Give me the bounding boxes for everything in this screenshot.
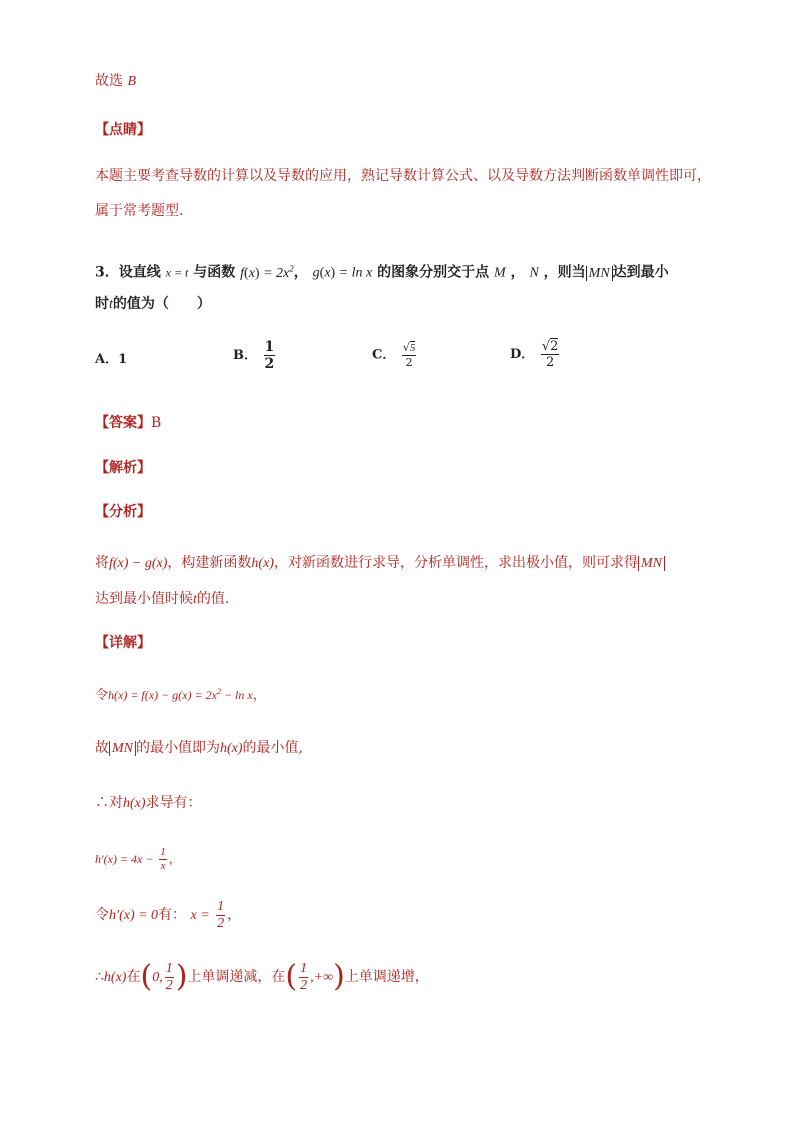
xiangjie-heading: 【详解】 bbox=[95, 635, 151, 651]
xj-l3-text-2: 求导有： bbox=[145, 795, 202, 811]
fenxi-hx: h(x) bbox=[251, 556, 274, 571]
conclusion-line bbox=[95, 71, 136, 92]
q3-abs-mn: MN bbox=[586, 266, 613, 281]
option-c-fraction: $\frac{√5}{2}$ bbox=[402, 341, 416, 369]
xj-l6-interval-1-close: ) bbox=[175, 959, 188, 994]
xj-l6-interval-1-fraction: $\frac{1}{2}$ bbox=[165, 960, 173, 993]
xiangjie-line-1 bbox=[95, 682, 266, 706]
xj-l3-hx: h(x) bbox=[123, 796, 146, 811]
option-b-label: B． bbox=[233, 348, 257, 363]
q3-text-3: 的图象分别交于点 bbox=[377, 264, 490, 281]
xj-l2-text-2: 的最小值即为 bbox=[136, 740, 220, 756]
xj-l6-text-2: 上单调递减，在 bbox=[187, 969, 286, 985]
xj-l4-fraction: $\frac{1}{x}$ bbox=[160, 846, 166, 872]
option-c[interactable] bbox=[372, 342, 418, 368]
q3-g-def: g(x) = ln x bbox=[312, 265, 373, 281]
answer-value: B bbox=[151, 415, 162, 431]
fenxi-t-var: t bbox=[193, 592, 197, 607]
q3-f-def: $f(x) = 2x^2$ bbox=[240, 263, 294, 281]
xj-l6-interval-1-open: ( bbox=[140, 959, 153, 994]
conclusion-letter: B bbox=[127, 74, 137, 89]
answer-heading: 【答案】 bbox=[95, 415, 151, 431]
conclusion-text: 故选 bbox=[95, 73, 123, 89]
fenxi-expr: f(x) − g(x) bbox=[109, 556, 168, 571]
xj-l5-expr: h′(x) = 0 bbox=[109, 908, 159, 923]
answer-line bbox=[95, 413, 161, 433]
xj-l2-abs-mn: MN bbox=[109, 741, 136, 756]
dianjing-line-1: 本题主要考查导数的计算以及导数的应用，熟记导数计算公式、以及导数方法判断函数单调性即可， bbox=[95, 168, 711, 184]
option-b-fraction: $\frac{1}{2}$ bbox=[264, 339, 275, 372]
q3-text-1: 设直线 bbox=[118, 264, 161, 281]
option-c-label: C． bbox=[372, 347, 396, 363]
q3-point-n: N bbox=[529, 265, 539, 281]
xiangjie-line-4 bbox=[95, 842, 181, 876]
xj-l1-comma: ， bbox=[252, 688, 266, 703]
xj-l5-text-1: 令 bbox=[95, 907, 109, 923]
xj-l6-interval-2-close: ) bbox=[333, 959, 345, 994]
xiangjie-line-2 bbox=[95, 738, 303, 759]
xj-l5-text-2: 有： bbox=[158, 907, 187, 923]
question-3-line-2 bbox=[95, 294, 211, 315]
fenxi-line-2 bbox=[95, 589, 229, 610]
xj-l3-text-1: ∴对 bbox=[95, 795, 123, 811]
option-b[interactable] bbox=[233, 340, 277, 371]
fenxi-line-1 bbox=[95, 553, 665, 574]
question-number: 3． bbox=[95, 264, 119, 281]
q3-point-m: M bbox=[494, 265, 506, 281]
option-a-label: A． bbox=[95, 352, 119, 367]
xj-l4-comma: ， bbox=[168, 852, 181, 866]
xiangjie-line-6 bbox=[95, 955, 429, 999]
option-d[interactable] bbox=[510, 340, 561, 369]
fenxi-text-1: 将 bbox=[95, 555, 109, 571]
dianjing-line-2: 属于常考题型. bbox=[95, 203, 184, 219]
xj-l5-comma: ， bbox=[227, 907, 242, 923]
xj-l6-text-3: 上单调递增， bbox=[344, 969, 429, 985]
q3-text-5: 达到最小 bbox=[612, 264, 669, 281]
xj-l1-text: 令 bbox=[95, 688, 109, 703]
xj-l6-text-1: 在 bbox=[126, 969, 141, 985]
xiangjie-line-3 bbox=[95, 793, 202, 814]
xj-l2-text-1: 故 bbox=[95, 740, 109, 756]
xj-l2-text-3: 的最小值, bbox=[242, 740, 303, 756]
xj-l6-hx: h(x) bbox=[103, 970, 127, 985]
q3-line-eq: x = t bbox=[165, 265, 189, 280]
xj-l6-interval-2-fraction: $\frac{1}{2}$ bbox=[300, 960, 308, 993]
q3-text-4: ，则当 bbox=[543, 264, 586, 281]
fenxi-text-4: 达到最小值时候 bbox=[95, 591, 193, 607]
fenxi-text-2: ，构建新函数 bbox=[167, 555, 252, 571]
xj-l4-expr: h′(x) = 4x − bbox=[95, 852, 154, 866]
q3-text-7: 的值为（ ） bbox=[112, 296, 211, 312]
xj-l6-interval-1-start: 0, bbox=[152, 970, 163, 985]
fenxi-text-3: ，对新函数进行求导，分析单调性，求出极小值，则可求得 bbox=[273, 555, 638, 571]
xj-l5-x: x = bbox=[190, 908, 210, 923]
q3-text-6: 时 bbox=[95, 296, 109, 312]
jiexi-heading: 【解析】 bbox=[95, 460, 151, 476]
fenxi-heading: 【分析】 bbox=[95, 504, 151, 520]
xiangjie-line-5 bbox=[95, 895, 241, 935]
option-d-label: D． bbox=[510, 347, 535, 362]
q3-t-var: t bbox=[109, 297, 113, 312]
xj-l1-expr: $h(x) = f(x) - g(x) = 2x^2 - \ln x$ bbox=[108, 687, 253, 702]
question-3-line-1 bbox=[95, 258, 669, 284]
xj-l6-therefore: ∴ bbox=[95, 969, 104, 985]
q3-sep: ， bbox=[510, 264, 525, 281]
xj-l6-interval-2-open: ( bbox=[285, 959, 298, 994]
xj-l6-interval-2-end: ,+∞ bbox=[310, 970, 334, 985]
fenxi-text-5: 的值. bbox=[196, 591, 230, 607]
q3-comma: ， bbox=[293, 264, 308, 281]
fenxi-abs-mn: MN bbox=[638, 556, 665, 571]
q3-text-2: 与函数 bbox=[193, 264, 236, 281]
option-d-fraction: $\frac{√2}{2}$ bbox=[541, 339, 559, 370]
xj-l2-hx: h(x) bbox=[220, 741, 243, 756]
dianjing-heading: 【点睛】 bbox=[95, 122, 151, 138]
option-a[interactable] bbox=[95, 348, 127, 367]
xj-l5-fraction: $\frac{1}{2}$ bbox=[217, 898, 225, 931]
option-a-value: 1 bbox=[118, 352, 128, 367]
